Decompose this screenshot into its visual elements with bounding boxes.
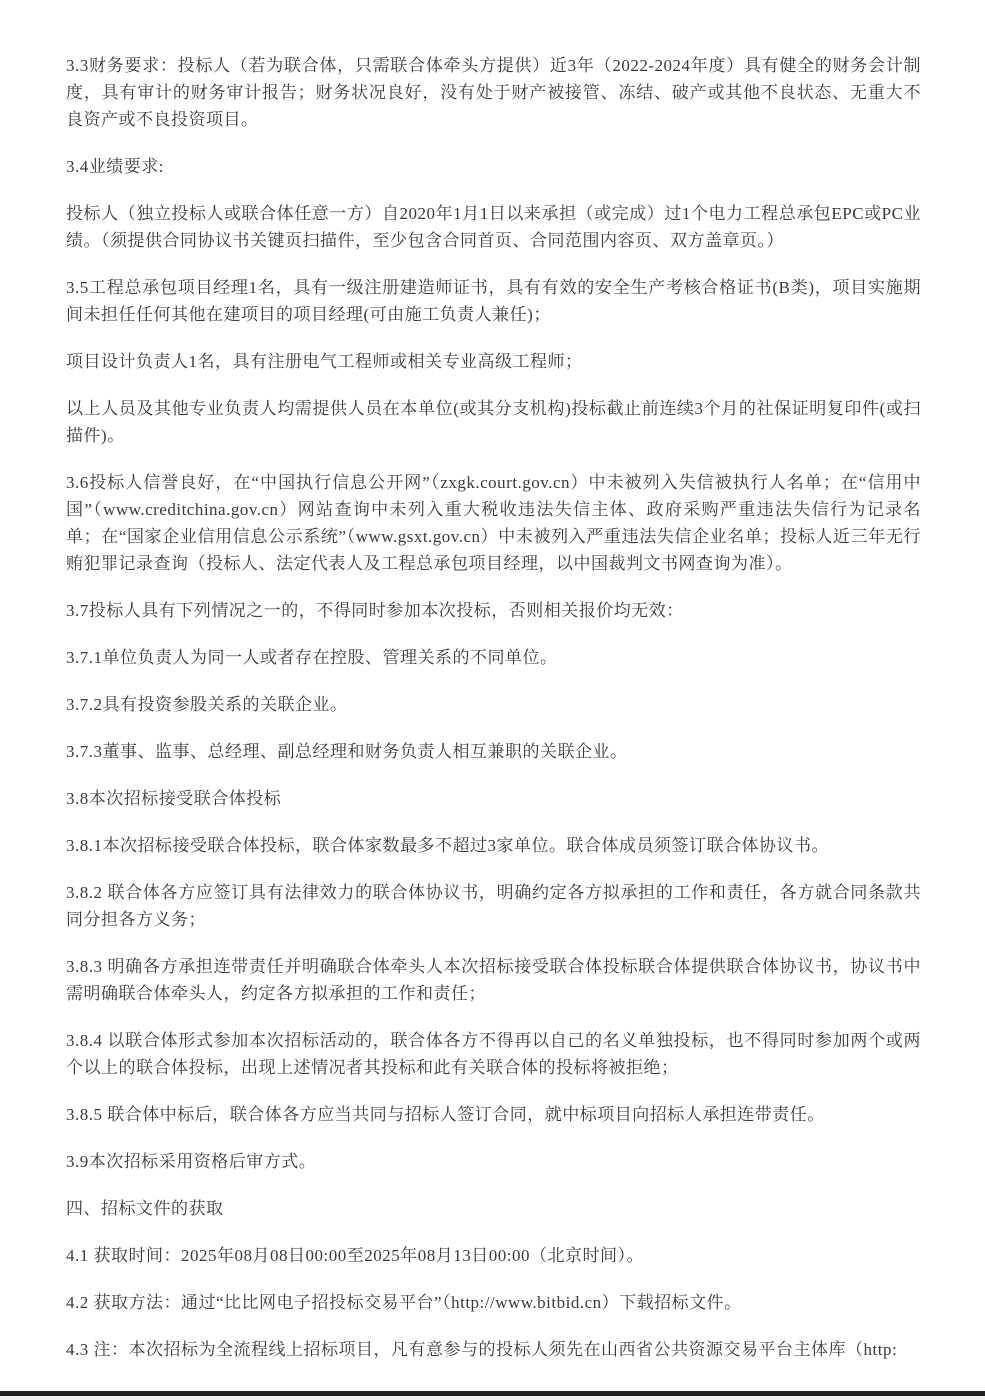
paragraph-3-5-project-manager: 3.5工程总承包项目经理1名，具有一级注册建造师证书，具有有效的安全生产考核合格证书(B类)，项目实施期间未担任任何其他在建项目的项目经理(可由施工负责人兼任)； [66, 278, 921, 324]
paragraph-4-1-obtain-time: 4.1 获取时间：2025年08月08日00:00至2025年08月13日00:00（北京时间）。 [66, 1246, 644, 1265]
paragraph-3-8-1: 3.8.1本次招标接受联合体投标，联合体家数最多不超过3家单位。联合体成员须签订联合体协议书。 [66, 836, 829, 855]
paragraph-3-7-1: 3.7.1单位负责人为同一人或者存在控股、管理关系的不同单位。 [66, 648, 558, 667]
paragraph-3-8-consortium-heading: 3.8本次招标接受联合体投标 [66, 789, 282, 808]
paragraph-3-9-qualification-review: 3.9本次招标采用资格后审方式。 [66, 1152, 317, 1171]
paragraph-section-4-heading: 四、招标文件的获取 [66, 1199, 224, 1218]
paragraph-3-7-2: 3.7.2具有投资参股关系的关联企业。 [66, 695, 348, 714]
paragraph-3-3-financial-requirements: 3.3财务要求：投标人（若为联合体，只需联合体牵头方提供）近3年（2022-2024年度）具有健全的财务会计制度，具有审计的财务审计报告；财务状况良好，没有处于财产被接管、冻结、破产或其他不良状态、无重大不良资产或不良投资项目。 [66, 56, 921, 129]
page-bottom-strip [0, 1396, 985, 1400]
paragraph-3-6-credit-requirements: 3.6投标人信誉良好，在“中国执行信息公开网”（zxgk.court.gov.cn）中未被列入失信被执行人名单；在“信用中国”（www.creditchina.gov.cn）网站查询中未列入重大税收违法失信主体、政府采购严重违法失信行为记录名单；在“国家企业信用信息公示系统”（www.gsxt.gov.cn）中未被列入严重违法失信企业名单；投标人近三年无行贿犯罪记录查询（投标人、法定代表人及工程总承包项目经理，以中国裁判文书网查询为准）。 [66, 473, 921, 573]
paragraph-3-4-performance-heading: 3.4业绩要求: [66, 157, 164, 176]
paragraph-4-3-note: 4.3 注：本次招标为全流程线上招标项目，凡有意参与的投标人须先在山西省公共资源交易平台主体库（http: [66, 1340, 898, 1359]
paragraph-3-8-3: 3.8.3 明确各方承担连带责任并明确联合体牵头人本次招标接受联合体投标联合体提供联合体协议书，协议书中需明确联合体牵头人，约定各方拟承担的工作和责任； [66, 957, 921, 1003]
paragraph-3-7-exclusion-intro: 3.7投标人具有下列情况之一的，不得同时参加本次投标，否则相关报价均无效： [66, 601, 684, 620]
paragraph-3-8-4: 3.8.4 以联合体形式参加本次招标活动的，联合体各方不得再以自己的名义单独投标，也不得同时参加两个或两个以上的联合体投标，出现上述情况者其投标和此有关联合体的投标将被拒绝； [66, 1031, 921, 1077]
paragraph-3-8-2: 3.8.2 联合体各方应签订具有法律效力的联合体协议书，明确约定各方拟承担的工作和责任，各方就合同条款共同分担各方义务； [66, 883, 921, 929]
paragraph-4-2-obtain-method: 4.2 获取方法：通过“比比网电子招投标交易平台”（http://www.bitbid.cn）下载招标文件。 [66, 1293, 742, 1312]
paragraph-3-5-design-lead: 项目设计负责人1名，具有注册电气工程师或相关专业高级工程师； [66, 352, 583, 371]
paragraph-3-4-performance-detail: 投标人（独立投标人或联合体任意一方）自2020年1月1日以来承担（或完成）过1个电力工程总承包EPC或PC业绩。（须提供合同协议书关键页扫描件，至少包含合同首页、合同范围内容页、双方盖章页。） [66, 204, 921, 250]
paragraph-3-8-5: 3.8.5 联合体中标后，联合体各方应当共同与招标人签订合同，就中标项目向招标人承担连带责任。 [66, 1105, 825, 1124]
paragraph-3-5-social-security: 以上人员及其他专业负责人均需提供人员在本单位(或其分支机构)投标截止前连续3个月的社保证明复印件(或扫描件)。 [66, 399, 921, 445]
paragraph-3-7-3: 3.7.3董事、监事、总经理、副总经理和财务负责人相互兼职的关联企业。 [66, 742, 628, 761]
